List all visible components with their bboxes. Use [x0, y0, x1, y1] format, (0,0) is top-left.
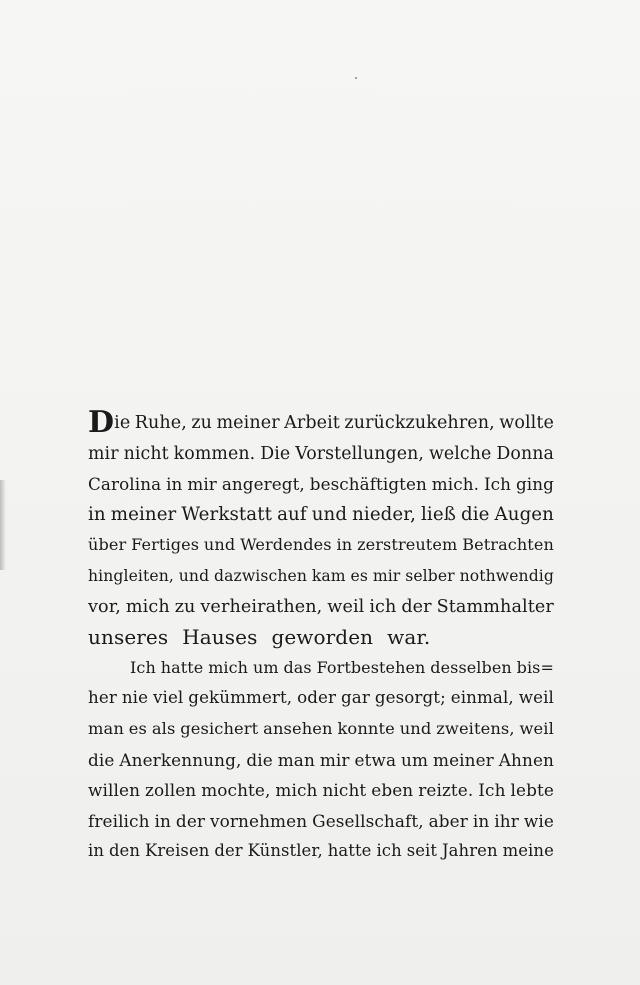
text-word: meine — [502, 841, 554, 861]
text-word: mir — [372, 566, 401, 585]
text-word: in — [88, 841, 105, 861]
text-word: aber — [428, 810, 468, 831]
text-word: wollte — [499, 413, 554, 433]
text-word: über — [88, 535, 127, 555]
text-word: Die — [260, 443, 291, 464]
text-line — [88, 836, 554, 867]
text-word: Künstler, — [247, 841, 323, 861]
text-word: selber — [405, 566, 455, 585]
text-word: weil — [519, 718, 554, 738]
text-word: man — [277, 749, 315, 770]
text-line — [88, 683, 554, 714]
text-line — [88, 806, 554, 837]
text-line — [88, 561, 554, 592]
text-word: in — [88, 503, 106, 525]
text-word: Werkstatt — [181, 503, 273, 525]
text-word: Ich — [478, 780, 506, 801]
text-word: unseres — [88, 625, 169, 650]
text-word: seit — [406, 841, 438, 861]
text-word: zweitens, — [436, 718, 515, 738]
text-word: Anerkennung, — [119, 749, 242, 770]
text-word: Jahren — [442, 841, 498, 861]
text-word: meiner — [216, 413, 280, 433]
text-word: auf — [277, 503, 307, 525]
text-word: eben — [371, 780, 414, 801]
text-word: war. — [387, 625, 431, 650]
text-word: zu — [191, 413, 213, 433]
drop-cap: D — [88, 405, 115, 440]
text-word: mich — [125, 596, 170, 617]
text-word: Betrachten — [462, 535, 554, 555]
text-word: die — [88, 749, 115, 770]
text-word: mich — [208, 657, 249, 677]
text-word: mich — [275, 780, 318, 801]
text-word: reizte. — [418, 780, 474, 801]
text-word: Donna — [496, 443, 554, 464]
text-word: bis= — [516, 657, 554, 677]
text-line — [88, 653, 554, 684]
text-word: etwa — [354, 749, 397, 770]
text-word: das — [283, 657, 312, 677]
text-word: nieder, — [352, 503, 416, 525]
text-word: gesichert — [180, 718, 259, 738]
text-word: ließ — [421, 503, 456, 525]
text-word: mich. — [431, 474, 480, 495]
text-word: mochte, — [201, 780, 271, 801]
text-word: man — [88, 718, 124, 738]
text-word: oder — [297, 688, 337, 708]
text-word: ich — [369, 596, 397, 617]
text-word: vor, — [88, 596, 121, 617]
text-word: Werdendes — [240, 535, 332, 555]
text-word: der — [401, 596, 432, 617]
text-word: nicht — [123, 443, 169, 464]
text-word: den — [108, 841, 141, 861]
text-word: und — [203, 535, 236, 555]
text-word: geworden — [271, 625, 374, 650]
text-word: nicht — [322, 780, 367, 801]
text-line — [88, 405, 554, 440]
text-word: gar — [341, 688, 370, 708]
page-edge-shadow — [0, 480, 6, 570]
text-word: gekümmert, — [188, 688, 293, 708]
text-word: Arbeit — [284, 413, 340, 433]
text-word: Ich — [130, 657, 156, 677]
text-word: her — [88, 688, 117, 708]
text-word: der — [175, 810, 206, 831]
text-word: und — [311, 503, 348, 525]
text-word: mir — [187, 474, 217, 495]
text-word: in — [166, 474, 183, 495]
text-word: beschäftigten — [309, 474, 427, 495]
text-word: zu — [174, 596, 196, 617]
text-line — [88, 775, 554, 806]
text-word: und — [178, 566, 210, 585]
text-word: als — [151, 718, 176, 738]
text-word: die — [460, 503, 490, 525]
text-line — [88, 439, 554, 470]
text-word: Fortbestehen — [316, 657, 426, 677]
text-word: kam — [311, 566, 346, 585]
text-word: dazwischen — [214, 566, 307, 585]
text-word: einmal, — [450, 688, 514, 708]
text-word: viel — [152, 688, 184, 708]
text-word: Hauses — [182, 625, 258, 650]
text-word: desselben — [430, 657, 512, 677]
text-word: und — [399, 718, 432, 738]
text-word: Ahnen — [498, 749, 554, 770]
text-word: wie — [523, 810, 554, 831]
text-word: zurückzukehren, — [344, 413, 495, 433]
text-word: ansehen — [263, 718, 333, 738]
text-word: nothwendig — [459, 566, 554, 585]
text-word: mir — [319, 749, 350, 770]
text-word: zollen — [145, 780, 197, 801]
text-word: ging — [515, 474, 554, 495]
text-word: Stammhalter — [436, 596, 554, 617]
body-text — [88, 405, 554, 867]
text-word: Gesellschaft, — [312, 810, 424, 831]
text-word: in — [472, 810, 490, 831]
text-word: Ruhe, — [134, 413, 187, 433]
text-word: meiner — [110, 503, 177, 525]
text-word: um — [401, 749, 429, 770]
text-word: freilich — [88, 810, 150, 831]
text-word: Fertiges — [131, 535, 200, 555]
text-line — [88, 500, 554, 531]
text-line — [88, 714, 554, 745]
text-word: lebte — [510, 780, 554, 801]
paper-speck — [355, 77, 357, 79]
text-word: in — [336, 535, 353, 555]
text-word: vornehmen — [210, 810, 308, 831]
text-word: gesorgt; — [374, 688, 446, 708]
text-word: es — [350, 566, 368, 585]
text-word: weil — [327, 596, 365, 617]
text-word: angeregt, — [221, 474, 305, 495]
text-word: nie — [121, 688, 149, 708]
text-line — [88, 592, 554, 623]
text-word: meiner — [432, 749, 494, 770]
text-word: Ich — [483, 474, 512, 495]
text-line — [88, 469, 554, 500]
text-word: die — [246, 749, 273, 770]
text-word: welche — [428, 443, 492, 464]
text-word: Die — [88, 405, 131, 440]
text-word: Kreisen — [144, 841, 210, 861]
text-word: hingleiten, — [88, 566, 174, 585]
text-word: ihr — [494, 810, 519, 831]
text-word: hatte — [327, 841, 372, 861]
text-word: kommen. — [173, 443, 256, 464]
text-word: konnte — [337, 718, 395, 738]
text-word: willen — [88, 780, 141, 801]
text-word: zerstreutem — [357, 535, 458, 555]
text-line — [88, 530, 554, 561]
text-line — [88, 745, 554, 776]
text-line — [88, 622, 554, 653]
text-word: ich — [376, 841, 402, 861]
text-word: mir — [88, 443, 119, 464]
text-word: verheirathen, — [200, 596, 323, 617]
text-word: es — [128, 718, 147, 738]
text-word: Augen — [494, 503, 554, 525]
text-word: in — [154, 810, 171, 831]
text-word: der — [214, 841, 243, 861]
text-word: weil — [518, 688, 554, 708]
text-word: um — [252, 657, 279, 677]
text-word: hatte — [160, 657, 204, 677]
text-word: Vorstellungen, — [295, 443, 424, 464]
text-word: Carolina — [88, 474, 162, 495]
